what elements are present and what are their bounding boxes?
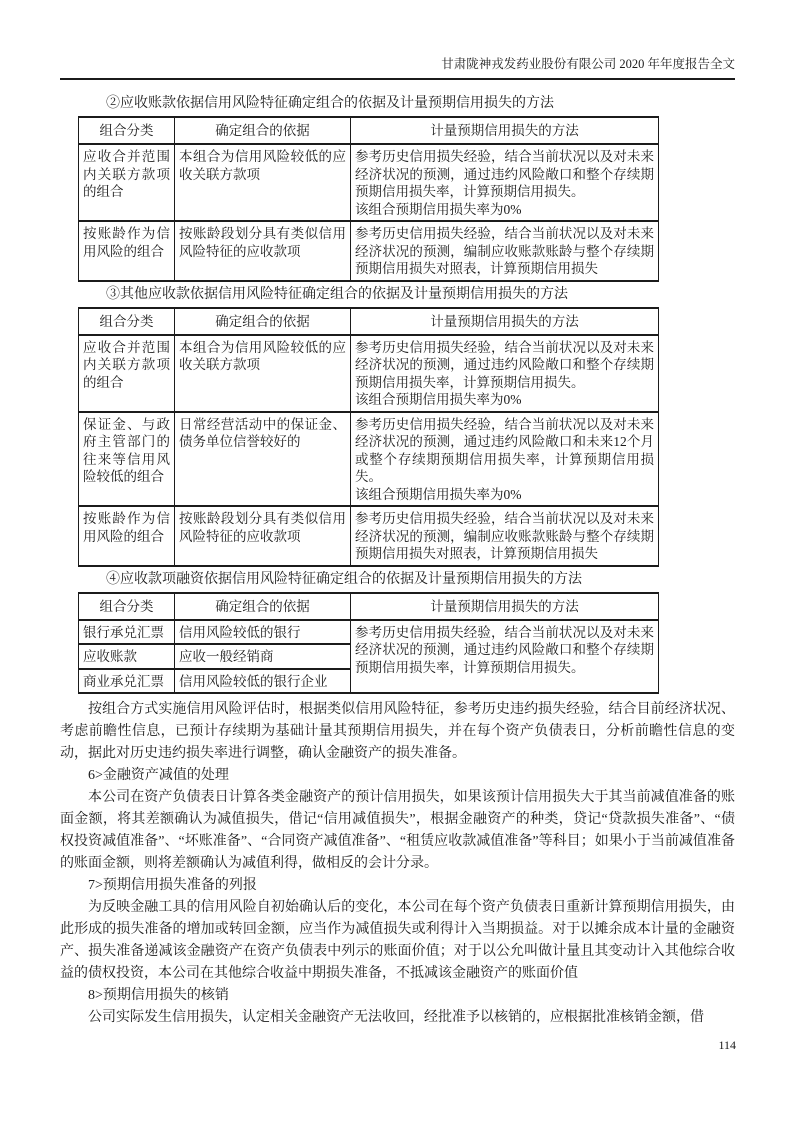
method-line: 参考历史信用损失经验，结合当前状况以及对未来经济状况的预测，通过违约风险敞口和未来12个月或整个存续期预期信用损失率，计算预期信用损失。 xyxy=(355,416,654,484)
cell-portfolio-category: 应收账款 xyxy=(79,644,175,669)
table-row xyxy=(79,620,659,645)
method-line: 参考历史信用损失经验，结合当前状况以及对未来经济状况的预测，编制应收账款账龄与整个存续期预期信用损失对照表，计算预期信用损失 xyxy=(355,511,654,561)
section-3-title: ③其他应收款依据信用风险特征确定组合的依据及计量预期信用损失的方法 xyxy=(106,286,568,302)
column-header-basis: 确定组合的依据 xyxy=(175,593,351,620)
column-header-method: 计量预期信用损失的方法 xyxy=(351,308,659,335)
cell-measurement-method xyxy=(351,144,659,221)
heading-loss-writeoff: 8>预期信用损失的核销 xyxy=(88,988,229,1003)
receivables-financing-portfolio-table xyxy=(78,592,659,695)
table-row xyxy=(79,412,659,507)
method-line: 参考历史信用损失经验，结合当前状况以及对未来经济状况的预测，通过违约风险敞口和整个存续期预期信用损失率，计算预期信用损失。 xyxy=(355,624,654,675)
column-header-category: 组合分类 xyxy=(79,308,175,335)
cell-measurement-method-merged xyxy=(351,620,659,694)
table-header-row xyxy=(79,593,659,620)
table-row xyxy=(79,506,659,566)
table-row xyxy=(79,221,659,281)
column-header-category: 组合分类 xyxy=(79,117,175,144)
cell-portfolio-basis: 按账龄段划分具有类似信用风险特征的应收款项 xyxy=(175,221,351,281)
column-header-method: 计量预期信用损失的方法 xyxy=(351,593,659,620)
other-receivables-portfolio-table xyxy=(78,307,659,567)
cell-portfolio-category: 按账龄作为信用风险的组合 xyxy=(79,506,175,566)
paragraph-impairment-treatment: 本公司在资产负债表日计算各类金融资产的预计信用损失，如果该预计信用损失大于其当前减值准备的账面金额，将其差额确认为减值损失，借记“信用减值损失”，根据金融资产的种类，贷记“贷款损失准备”、“债权投资减值准备”、“坏账准备”、“合同资产减值准备”、“租赁应收款减值准备”等科目；如果小于当前减值准备的账面金额，则将差额确认为减值利得，做相反的会计分录。 xyxy=(60,790,735,871)
cell-measurement-method xyxy=(351,335,659,412)
heading-impairment-treatment: 6>金融资产减值的处理 xyxy=(88,768,229,783)
method-line: 该组合预期信用损失率为0% xyxy=(355,201,522,217)
method-line: 参考历史信用损失经验，结合当前状况以及对未来经济状况的预测，通过违约风险敞口和整个存续期预期信用损失率，计算预期信用损失。 xyxy=(355,149,654,199)
paragraph-loss-writeoff: 公司实际发生信用损失，认定相关金融资产无法收回，经批准予以核销的，应根据批准核销金额，借 xyxy=(88,1010,704,1025)
column-header-basis: 确定组合的依据 xyxy=(175,117,351,144)
paragraph-risk-assessment: 按组合方式实施信用风险评估时，根据类似信用风险特征，参考历史违约损失经验，结合目前经济状况、考虑前瞻性信息，已预计存续期为基础计量其预期信用损失，并在每个资产负债表日，分析前瞻性信息的变动，据此对历史违约损失率进行调整，确认金融资产的损失准备。 xyxy=(60,702,735,761)
cell-portfolio-category: 按账龄作为信用风险的组合 xyxy=(79,221,175,281)
cell-portfolio-basis: 应收一般经销商 xyxy=(175,644,351,669)
cell-portfolio-basis: 本组合为信用风险较低的应收关联方款项 xyxy=(175,335,351,412)
method-line: 参考历史信用损失经验，结合当前状况以及对未来经济状况的预测，通过违约风险敞口和整个存续期预期信用损失率，计算预期信用损失。 xyxy=(355,339,654,390)
method-line: 该组合预期信用损失率为0% xyxy=(355,486,522,502)
table-row xyxy=(79,335,659,412)
cell-portfolio-basis: 日常经营活动中的保证金、债务单位信誉较好的 xyxy=(175,412,351,507)
cell-measurement-method xyxy=(351,506,659,566)
report-header xyxy=(60,56,735,80)
cell-portfolio-category: 应收合并范围内关联方款项的组合 xyxy=(79,335,175,412)
cell-portfolio-basis: 本组合为信用风险较低的应收关联方款项 xyxy=(175,144,351,221)
paragraph-loss-provision-presentation: 为反映金融工具的信用风险自初始确认后的变化，本公司在每个资产负债表日重新计算预期信用损失，由此形成的损失准备的增加或转回金额，应当作为减值损失或利得计入当期损益。对于以摊余成本计量的金融资产、损失准备递减该金融资产在资产负债表中列示的账面价值；对于以公允叫做计量且其变动计入其他综合收益的债权投资，本公司在其他综合收益中期损失准备，不抵减该金融资产的账面价值 xyxy=(60,900,735,981)
cell-portfolio-basis: 信用风险较低的银行企业 xyxy=(175,669,351,694)
body-text xyxy=(60,699,735,1029)
page-content xyxy=(60,94,735,1029)
cell-portfolio-category: 商业承兑汇票 xyxy=(79,669,175,694)
cell-portfolio-basis: 按账龄段划分具有类似信用风险特征的应收款项 xyxy=(175,506,351,566)
section-4-title: ④应收款项融资依据信用风险特征确定组合的依据及计量预期信用损失的方法 xyxy=(106,571,582,587)
table-row xyxy=(79,144,659,221)
method-line: 参考历史信用损失经验，结合当前状况以及对未来经济状况的预测，编制应收账款账龄与整个存续期预期信用损失对照表，计算预期信用损失 xyxy=(355,226,654,276)
column-header-method: 计量预期信用损失的方法 xyxy=(351,117,659,144)
cell-portfolio-category: 应收合并范围内关联方款项的组合 xyxy=(79,144,175,221)
cell-measurement-method xyxy=(351,412,659,507)
table-header-row xyxy=(79,117,659,144)
page-number: 114 xyxy=(718,1038,736,1052)
cell-portfolio-category: 银行承兑汇票 xyxy=(79,620,175,645)
cell-measurement-method xyxy=(351,221,659,281)
accounts-receivable-portfolio-table xyxy=(78,116,659,282)
heading-loss-provision-presentation: 7>预期信用损失准备的列报 xyxy=(88,878,257,893)
method-line: 该组合预期信用损失率为0% xyxy=(355,392,522,407)
report-title: 甘肃陇神戎发药业股份有限公司 2020 年年度报告全文 xyxy=(441,57,735,71)
cell-portfolio-basis: 信用风险较低的银行 xyxy=(175,620,351,645)
section-2-title: ②应收账款依据信用风险特征确定组合的依据及计量预期信用损失的方法 xyxy=(106,96,554,111)
table-header-row xyxy=(79,308,659,335)
column-header-category: 组合分类 xyxy=(79,593,175,620)
column-header-basis: 确定组合的依据 xyxy=(175,308,351,335)
cell-portfolio-category: 保证金、与政府主管部门的往来等信用风险较低的组合 xyxy=(79,412,175,507)
